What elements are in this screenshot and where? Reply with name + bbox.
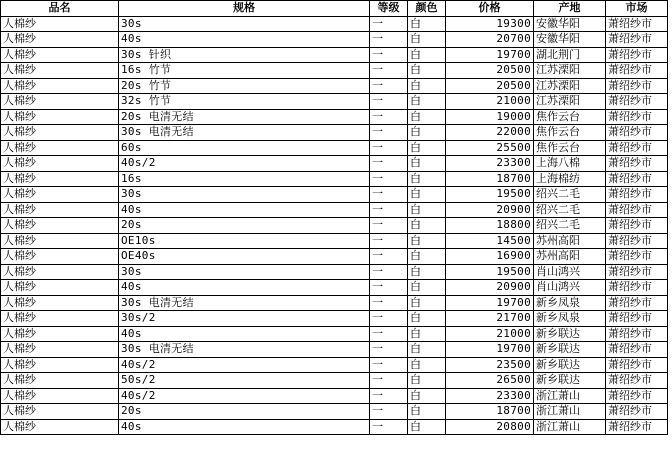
- cell-price[interactable]: 18700: [446, 171, 534, 187]
- header-origin[interactable]: 产地: [534, 1, 606, 17]
- cell-grade[interactable]: 一: [370, 218, 408, 234]
- cell-name[interactable]: 人棉纱: [1, 373, 119, 389]
- cell-color[interactable]: 白: [408, 32, 446, 48]
- cell-origin[interactable]: 绍兴二毛: [534, 202, 606, 218]
- cell-color[interactable]: 白: [408, 373, 446, 389]
- cell-name[interactable]: 人棉纱: [1, 357, 119, 373]
- cell-color[interactable]: 白: [408, 280, 446, 296]
- cell-origin[interactable]: 湖北荆门: [534, 47, 606, 63]
- cell-spec[interactable]: 40s/2: [119, 156, 370, 172]
- cell-origin[interactable]: 焦作云台: [534, 109, 606, 125]
- cell-spec[interactable]: 30s: [119, 187, 370, 203]
- cell-market[interactable]: 萧绍纱市: [606, 32, 668, 48]
- cell-color[interactable]: 白: [408, 233, 446, 249]
- table-row[interactable]: [1, 156, 668, 172]
- cell-origin[interactable]: 焦作云台: [534, 125, 606, 141]
- cell-color[interactable]: 白: [408, 249, 446, 265]
- cell-origin[interactable]: 江苏溧阳: [534, 94, 606, 110]
- cell-origin[interactable]: 新乡联达: [534, 373, 606, 389]
- cell-origin[interactable]: 新乡联达: [534, 326, 606, 342]
- cell-market[interactable]: 萧绍纱市: [606, 311, 668, 327]
- cell-origin[interactable]: 新乡凤泉: [534, 311, 606, 327]
- cell-grade[interactable]: 一: [370, 140, 408, 156]
- cell-grade[interactable]: 一: [370, 404, 408, 420]
- cell-origin[interactable]: 江苏溧阳: [534, 78, 606, 94]
- cell-price[interactable]: 20700: [446, 32, 534, 48]
- table-row[interactable]: [1, 233, 668, 249]
- cell-market[interactable]: 萧绍纱市: [606, 218, 668, 234]
- cell-grade[interactable]: 一: [370, 125, 408, 141]
- cell-market[interactable]: 萧绍纱市: [606, 47, 668, 63]
- header-row: [1, 1, 668, 17]
- table-row[interactable]: [1, 388, 668, 404]
- table-row[interactable]: [1, 109, 668, 125]
- cell-spec[interactable]: 20s 电清无结: [119, 109, 370, 125]
- cell-spec[interactable]: 40s/2: [119, 357, 370, 373]
- cell-origin[interactable]: 苏州高阳: [534, 249, 606, 265]
- cell-grade[interactable]: 一: [370, 78, 408, 94]
- cell-color[interactable]: 白: [408, 187, 446, 203]
- cell-color[interactable]: 白: [408, 264, 446, 280]
- table-row[interactable]: [1, 78, 668, 94]
- cell-price[interactable]: 14500: [446, 233, 534, 249]
- cell-market[interactable]: 萧绍纱市: [606, 187, 668, 203]
- cell-name[interactable]: 人棉纱: [1, 388, 119, 404]
- cell-grade[interactable]: 一: [370, 373, 408, 389]
- cell-name[interactable]: 人棉纱: [1, 233, 119, 249]
- cell-spec[interactable]: 30s 电清无结: [119, 342, 370, 358]
- cell-grade[interactable]: 一: [370, 109, 408, 125]
- cell-spec[interactable]: 20s 竹节: [119, 78, 370, 94]
- table-row[interactable]: [1, 218, 668, 234]
- cell-grade[interactable]: 一: [370, 171, 408, 187]
- header-color[interactable]: 颜色: [408, 1, 446, 17]
- cell-origin[interactable]: 肖山鸿兴: [534, 264, 606, 280]
- cell-name[interactable]: 人棉纱: [1, 16, 119, 32]
- cell-price[interactable]: 16900: [446, 249, 534, 265]
- cell-origin[interactable]: 肖山鸿兴: [534, 280, 606, 296]
- table-row[interactable]: [1, 140, 668, 156]
- cell-price[interactable]: 19000: [446, 109, 534, 125]
- cell-name[interactable]: 人棉纱: [1, 404, 119, 420]
- table-row[interactable]: [1, 32, 668, 48]
- cell-spec[interactable]: 20s: [119, 404, 370, 420]
- header-grade[interactable]: 等级: [370, 1, 408, 17]
- cell-name[interactable]: 人棉纱: [1, 342, 119, 358]
- cell-spec[interactable]: 60s: [119, 140, 370, 156]
- cell-spec[interactable]: 40s: [119, 326, 370, 342]
- cell-grade[interactable]: 一: [370, 233, 408, 249]
- cell-name[interactable]: 人棉纱: [1, 156, 119, 172]
- table-row[interactable]: [1, 47, 668, 63]
- cell-name[interactable]: 人棉纱: [1, 326, 119, 342]
- cell-origin[interactable]: 焦作云台: [534, 140, 606, 156]
- table-row[interactable]: [1, 94, 668, 110]
- cell-spec[interactable]: 30s/2: [119, 311, 370, 327]
- cell-price[interactable]: 19500: [446, 264, 534, 280]
- cell-origin[interactable]: 新乡凤泉: [534, 295, 606, 311]
- cell-market[interactable]: 萧绍纱市: [606, 63, 668, 79]
- cell-spec[interactable]: OE40s: [119, 249, 370, 265]
- cell-origin[interactable]: 安徽华阳: [534, 32, 606, 48]
- cell-color[interactable]: 白: [408, 78, 446, 94]
- cell-name[interactable]: 人棉纱: [1, 280, 119, 296]
- cell-name[interactable]: 人棉纱: [1, 264, 119, 280]
- cell-price[interactable]: 21700: [446, 311, 534, 327]
- cell-origin[interactable]: 上海棉纺: [534, 171, 606, 187]
- cell-price[interactable]: 20800: [446, 419, 534, 435]
- cell-name[interactable]: 人棉纱: [1, 47, 119, 63]
- cell-color[interactable]: 白: [408, 16, 446, 32]
- cell-origin[interactable]: 江苏溧阳: [534, 63, 606, 79]
- table-row[interactable]: [1, 357, 668, 373]
- cell-market[interactable]: 萧绍纱市: [606, 202, 668, 218]
- cell-color[interactable]: 白: [408, 357, 446, 373]
- cell-grade[interactable]: 一: [370, 32, 408, 48]
- cell-color[interactable]: 白: [408, 218, 446, 234]
- cell-color[interactable]: 白: [408, 311, 446, 327]
- cell-grade[interactable]: 一: [370, 388, 408, 404]
- cell-market[interactable]: 萧绍纱市: [606, 373, 668, 389]
- cell-grade[interactable]: 一: [370, 311, 408, 327]
- cell-name[interactable]: 人棉纱: [1, 140, 119, 156]
- cell-spec[interactable]: 20s: [119, 218, 370, 234]
- cell-color[interactable]: 白: [408, 388, 446, 404]
- cell-market[interactable]: 萧绍纱市: [606, 125, 668, 141]
- cell-price[interactable]: 18700: [446, 404, 534, 420]
- cell-market[interactable]: 萧绍纱市: [606, 78, 668, 94]
- cell-price[interactable]: 25500: [446, 140, 534, 156]
- cell-origin[interactable]: 绍兴二毛: [534, 187, 606, 203]
- cell-grade[interactable]: 一: [370, 357, 408, 373]
- cell-price[interactable]: 20900: [446, 202, 534, 218]
- cell-price[interactable]: 21000: [446, 94, 534, 110]
- cell-name[interactable]: 人棉纱: [1, 63, 119, 79]
- cell-market[interactable]: 萧绍纱市: [606, 156, 668, 172]
- table-row[interactable]: [1, 187, 668, 203]
- header-spec[interactable]: 规格: [119, 1, 370, 17]
- cell-color[interactable]: 白: [408, 419, 446, 435]
- cell-spec[interactable]: 40s: [119, 419, 370, 435]
- cell-grade[interactable]: 一: [370, 187, 408, 203]
- cell-market[interactable]: 萧绍纱市: [606, 280, 668, 296]
- cell-market[interactable]: 萧绍纱市: [606, 16, 668, 32]
- cell-price[interactable]: 20500: [446, 63, 534, 79]
- cell-price[interactable]: 20500: [446, 78, 534, 94]
- cell-spec[interactable]: 32s 竹节: [119, 94, 370, 110]
- cell-market[interactable]: 萧绍纱市: [606, 171, 668, 187]
- cell-grade[interactable]: 一: [370, 342, 408, 358]
- cell-grade[interactable]: 一: [370, 47, 408, 63]
- cell-price[interactable]: 19700: [446, 47, 534, 63]
- table-row[interactable]: [1, 16, 668, 32]
- cell-market[interactable]: 萧绍纱市: [606, 419, 668, 435]
- cell-spec[interactable]: 30s: [119, 16, 370, 32]
- cell-name[interactable]: 人棉纱: [1, 109, 119, 125]
- header-name[interactable]: 品名: [1, 1, 119, 17]
- cell-grade[interactable]: 一: [370, 295, 408, 311]
- cell-color[interactable]: 白: [408, 156, 446, 172]
- cell-price[interactable]: 20900: [446, 280, 534, 296]
- cell-spec[interactable]: 30s 针织: [119, 47, 370, 63]
- cell-grade[interactable]: 一: [370, 264, 408, 280]
- cell-origin[interactable]: 浙江萧山: [534, 404, 606, 420]
- cell-origin[interactable]: 浙江萧山: [534, 419, 606, 435]
- cell-spec[interactable]: 40s: [119, 280, 370, 296]
- cell-market[interactable]: 萧绍纱市: [606, 326, 668, 342]
- header-price[interactable]: 价格: [446, 1, 534, 17]
- cell-origin[interactable]: 安徽华阳: [534, 16, 606, 32]
- table-row[interactable]: [1, 311, 668, 327]
- cell-price[interactable]: 23300: [446, 388, 534, 404]
- cell-price[interactable]: 23500: [446, 357, 534, 373]
- cell-grade[interactable]: 一: [370, 156, 408, 172]
- cell-color[interactable]: 白: [408, 326, 446, 342]
- cell-market[interactable]: 萧绍纱市: [606, 342, 668, 358]
- cell-origin[interactable]: 绍兴二毛: [534, 218, 606, 234]
- cell-price[interactable]: 18800: [446, 218, 534, 234]
- cell-spec[interactable]: 40s/2: [119, 388, 370, 404]
- table-row[interactable]: [1, 171, 668, 187]
- cell-price[interactable]: 19300: [446, 16, 534, 32]
- cell-spec[interactable]: 30s 电清无结: [119, 125, 370, 141]
- cell-name[interactable]: 人棉纱: [1, 125, 119, 141]
- cell-name[interactable]: 人棉纱: [1, 78, 119, 94]
- table-row[interactable]: [1, 342, 668, 358]
- cell-name[interactable]: 人棉纱: [1, 171, 119, 187]
- cell-spec[interactable]: 50s/2: [119, 373, 370, 389]
- cell-origin[interactable]: 苏州高阳: [534, 233, 606, 249]
- cell-market[interactable]: 萧绍纱市: [606, 109, 668, 125]
- cell-color[interactable]: 白: [408, 295, 446, 311]
- cell-name[interactable]: 人棉纱: [1, 187, 119, 203]
- cell-name[interactable]: 人棉纱: [1, 94, 119, 110]
- cell-market[interactable]: 萧绍纱市: [606, 404, 668, 420]
- cell-color[interactable]: 白: [408, 94, 446, 110]
- cell-spec[interactable]: OE10s: [119, 233, 370, 249]
- cell-spec[interactable]: 40s: [119, 202, 370, 218]
- cell-color[interactable]: 白: [408, 63, 446, 79]
- cell-price[interactable]: 22000: [446, 125, 534, 141]
- cell-origin[interactable]: 新乡联达: [534, 357, 606, 373]
- cell-origin[interactable]: 浙江萧山: [534, 388, 606, 404]
- cell-name[interactable]: 人棉纱: [1, 311, 119, 327]
- cell-grade[interactable]: 一: [370, 280, 408, 296]
- cell-market[interactable]: 萧绍纱市: [606, 140, 668, 156]
- table-row[interactable]: [1, 373, 668, 389]
- cell-spec[interactable]: 16s 竹节: [119, 63, 370, 79]
- cell-name[interactable]: 人棉纱: [1, 218, 119, 234]
- cell-market[interactable]: 萧绍纱市: [606, 233, 668, 249]
- cell-market[interactable]: 萧绍纱市: [606, 264, 668, 280]
- table-row[interactable]: [1, 419, 668, 435]
- table-row[interactable]: [1, 202, 668, 218]
- table-row[interactable]: [1, 264, 668, 280]
- table-header: [1, 1, 668, 17]
- cell-market[interactable]: 萧绍纱市: [606, 357, 668, 373]
- cell-grade[interactable]: 一: [370, 63, 408, 79]
- header-market[interactable]: 市场: [606, 1, 668, 17]
- cell-market[interactable]: 萧绍纱市: [606, 388, 668, 404]
- cell-grade[interactable]: 一: [370, 202, 408, 218]
- cell-name[interactable]: 人棉纱: [1, 202, 119, 218]
- table-body: [1, 16, 668, 435]
- cell-price[interactable]: 26500: [446, 373, 534, 389]
- cell-grade[interactable]: 一: [370, 16, 408, 32]
- cell-spec[interactable]: 40s: [119, 32, 370, 48]
- table-row[interactable]: [1, 404, 668, 420]
- cell-spec[interactable]: 16s: [119, 171, 370, 187]
- cell-color[interactable]: 白: [408, 125, 446, 141]
- cell-name[interactable]: 人棉纱: [1, 32, 119, 48]
- cell-name[interactable]: 人棉纱: [1, 249, 119, 265]
- cell-market[interactable]: 萧绍纱市: [606, 94, 668, 110]
- cell-color[interactable]: 白: [408, 109, 446, 125]
- cell-color[interactable]: 白: [408, 47, 446, 63]
- cell-price[interactable]: 19700: [446, 295, 534, 311]
- cell-price[interactable]: 19500: [446, 187, 534, 203]
- table-row[interactable]: [1, 125, 668, 141]
- cell-grade[interactable]: 一: [370, 326, 408, 342]
- cell-name[interactable]: 人棉纱: [1, 295, 119, 311]
- cell-spec[interactable]: 30s: [119, 264, 370, 280]
- cell-color[interactable]: 白: [408, 342, 446, 358]
- cell-grade[interactable]: 一: [370, 419, 408, 435]
- cell-color[interactable]: 白: [408, 140, 446, 156]
- table-row[interactable]: [1, 249, 668, 265]
- table-row[interactable]: [1, 295, 668, 311]
- cell-price[interactable]: 19700: [446, 342, 534, 358]
- cell-grade[interactable]: 一: [370, 249, 408, 265]
- table-row[interactable]: [1, 63, 668, 79]
- cell-name[interactable]: 人棉纱: [1, 419, 119, 435]
- cell-spec[interactable]: 30s 电清无结: [119, 295, 370, 311]
- cell-price[interactable]: 21000: [446, 326, 534, 342]
- cell-grade[interactable]: 一: [370, 94, 408, 110]
- cell-origin[interactable]: 新乡联达: [534, 342, 606, 358]
- cell-price[interactable]: 23300: [446, 156, 534, 172]
- table-row[interactable]: [1, 326, 668, 342]
- cell-market[interactable]: 萧绍纱市: [606, 249, 668, 265]
- cell-market[interactable]: 萧绍纱市: [606, 295, 668, 311]
- cell-color[interactable]: 白: [408, 202, 446, 218]
- table-row[interactable]: [1, 280, 668, 296]
- cell-color[interactable]: 白: [408, 171, 446, 187]
- cell-origin[interactable]: 上海八棉: [534, 156, 606, 172]
- cell-color[interactable]: 白: [408, 404, 446, 420]
